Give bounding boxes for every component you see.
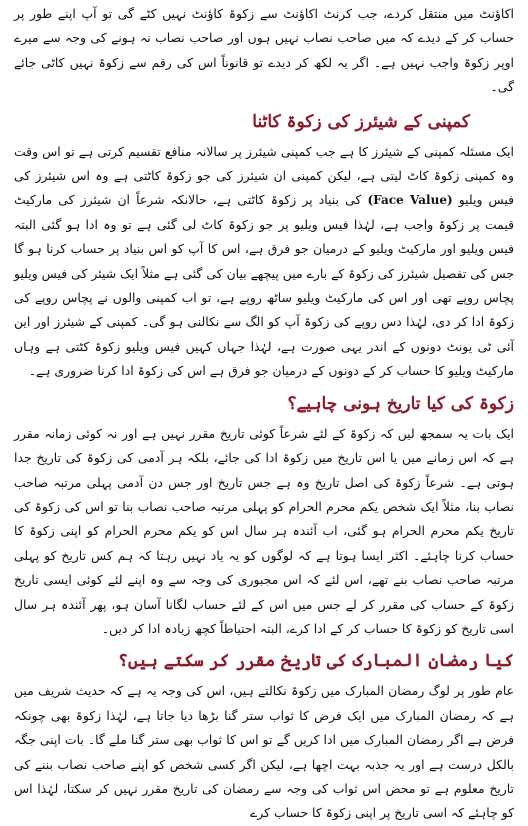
paragraph-company-shares-part2: کی بنیاد پر زکوۃ کاٹتی ہے، حالانکہ شرعاً ان شیئرز کی مارکیٹ قیمت پر زکوۃ واجب ہے، لہٰذا فیس ویلیو پر جو زکوۃ کاٹ لی گئی ہے تو وہ ادا ہو گئی البتہ فیس ویلیو اور مارکیٹ ویلیو کے درمیان جو فرق ہے، اس کا آپ کو اس بنیاد پر حساب کرنا ہو گا جس کی تفصیل شیئرز کی زکوۃ کے بارے میں پیچھے بیان کی گئی ہے مثلاً ایک شیئر کی فیس ویلیو پچاس روپے تھی اور اس کی مارکیٹ ویلیو ساٹھ روپے ہے، تو اب کمپنی والوں نے پچاس روپے کی زکوۃ ادا کر دی، لہٰذا دس روپے کی زکوۃ آپ کو الگ سے نکالنی ہو گی۔ کمپنی کے شیئرز اور این آئی ٹی یونٹ دونوں کے اندر یہی صورت ہے، لہٰذا جہاں کہیں فیس ویلیو زکوۃ کٹتی ہے وہاں مارکیٹ ویلیو کا حساب کر کے دونوں کے درمیان جو فرق ہے اس کی زکوۃ ادا کرنا ضروری ہے۔ [14, 192, 514, 379]
paragraph-company-shares [14, 140, 514, 384]
paragraph-zakat-date: ایک بات یہ سمجھ لیں کہ زکوۃ کے لئے شرعاً کوئی تاریخ مقرر نہیں ہے اور نہ کوئی زمانہ مقرر ہے کہ اس زمانے میں یا اس تاریخ میں زکوۃ ادا کی جائے، بلکہ ہر آدمی کی زکوۃ کی تاریخ جدا ہوتی ہے۔ شرعاً زکوۃ کی اصل تاریخ وہ ہے جس تاریخ اور جس دن آدمی پہلی مرتبہ صاحب نصاب بنا، مثلاً ایک شخص یکم محرم الحرام کو پہلی مرتبہ صاحب نصاب بنا تو اس کی زکوۃ کی تاریخ یکم محرم الحرام ہو گئی، اب آئندہ ہر سال اس کو یکم محرم الحرام کو اپنی زکوۃ کا حساب کرنا چاہئے۔ اکثر ایسا ہوتا ہے کہ لوگوں کو یہ یاد نہیں رہتا کہ ہم کس تاریخ کو پہلی مرتبہ صاحب نصاب بنے تھے، اس لئے کہ اس مجبوری کی وجہ سے وہ اپنے لئے کوئی ایسی تاریخ زکوۃ کے حساب کی مقرر کر لے جس میں اس کے لئے حساب لگانا آسان ہو، پھر آئندہ ہر سال اسی تاریخ کو زکوۃ کا حساب کر کے ادا کرے، البتہ احتیاطاً کچھ زیادہ ادا کر دیں۔ [14, 425, 514, 636]
face-value-term: (Face Value) [367, 193, 453, 208]
paragraph-company-shares-part1: ایک مسئلہ کمپنی کے شیئرز کا ہے جب کمپنی شیئرز پر سالانہ منافع تقسیم کرتی ہے تو اس وقت وہ کمپنی زکوۃ کاٹ لیتی ہے، لیکن کمپنی ان شیئرز کی جو زکوۃ کاٹتی ہے وہ اس شیئرز کی فیس ویلیو [14, 143, 515, 208]
heading-zakat-date: زکوۃ کی کیا تاریخ ہونی چاہیے؟ [287, 393, 514, 414]
paragraph-ramadan-date: عام طور پر لوگ رمضان المبارک میں زکوۃ نکالتے ہیں، اس کی وجہ یہ ہے کہ حدیث شریف میں ہے کہ رمضان المبارک میں ایک فرض کا ثواب ستر گنا بڑھا دیا جاتا ہے، لہٰذا زکوۃ بھی چونکہ فرض ہے اگر رمضان المبارک میں ادا کریں گے تو اس کا ثواب بھی ستر گنا ملے گا۔ بات اپنی جگہ بالکل درست ہے اور یہ جذبہ بہت اچھا ہے، لیکن اگر کسی شخص کو اپنے صاحب نصاب بننے کی تاریخ معلوم ہے تو محض اس ثواب کی وجہ سے رمضان کی تاریخ مقرر نہیں کر سکتا، لہٰذا اس کو چاہئے کہ اسی تاریخ پر اپنی زکوۃ کا حساب کرے [14, 683, 514, 821]
heading-ramadan-date: کیا رمضان المبارک کی تاریخ مقرر کر سکتے ہیں؟ [118, 651, 514, 672]
heading-company-shares-zakat: کمپنی کے شیئرز کی زکوۃ کاٹنا [252, 111, 470, 132]
paragraph-current-account: اکاؤنٹ میں منتقل کردے، جب کرنٹ اکاؤنٹ سے زکوۃ کاؤنٹ نہیں کٹے گی تو آپ اپنے طور پر حساب کر کے دیدے کہ میں صاحب نصاب نہیں ہوں اور صاحب نصاب نہ ہونے کی وجہ سے میرے اوپر زکوۃ واجب نہیں ہے۔ اگر یہ لکھ کر دیدے تو قانوناً اس کی رقم سے زکوۃ نہیں کاٹی جائے گی۔ [14, 6, 514, 95]
